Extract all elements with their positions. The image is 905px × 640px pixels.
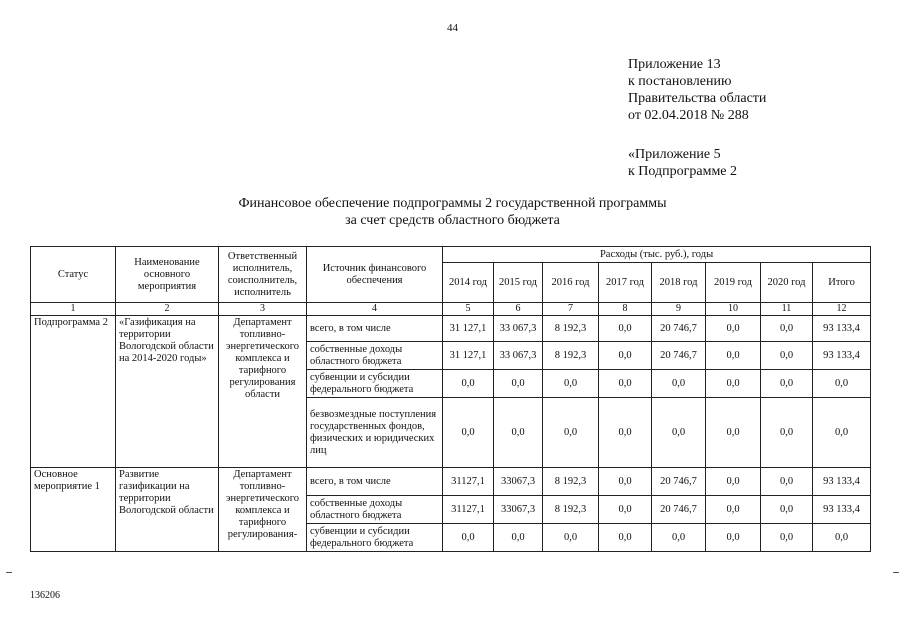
header-year: 2017 год: [599, 263, 652, 303]
value-cell: 0,0: [652, 524, 706, 552]
value-cell: 33 067,3: [494, 342, 543, 370]
value-cell: 8 192,3: [543, 342, 599, 370]
value-cell: 0,0: [761, 370, 813, 398]
value-cell: 0,0: [706, 370, 761, 398]
value-cell: 33067,3: [494, 496, 543, 524]
value-cell: 93 133,4: [813, 342, 871, 370]
value-cell: 8 192,3: [543, 316, 599, 342]
column-index: 9: [652, 303, 706, 316]
source-cell: субвенции и субсидии федерального бюджета: [307, 524, 443, 552]
column-index: 2: [116, 303, 219, 316]
name-cell: «Газификация на территории Вологодской области на 2014-2020 годы»: [116, 316, 219, 468]
value-cell: 0,0: [761, 342, 813, 370]
value-cell: 93 133,4: [813, 496, 871, 524]
appendix-line: к Подпрограмме 2: [628, 164, 738, 179]
value-cell: 0,0: [494, 524, 543, 552]
source-cell: безвозмездные поступления государственных фондов, физических и юридических лиц: [307, 398, 443, 468]
value-cell: 0,0: [599, 468, 652, 496]
status-cell: Основное мероприятие 1: [31, 468, 116, 552]
value-cell: 0,0: [443, 398, 494, 468]
value-cell: 93 133,4: [813, 468, 871, 496]
value-cell: 31127,1: [443, 468, 494, 496]
value-cell: 0,0: [543, 398, 599, 468]
value-cell: 20 746,7: [652, 468, 706, 496]
header-name: Наименование основного мероприятия: [116, 247, 219, 303]
value-cell: 20 746,7: [652, 316, 706, 342]
header-responsible: Ответственный исполнитель, соисполнитель, исполнитель: [219, 247, 307, 303]
appendix-line: Приложение 13: [628, 57, 721, 72]
margin-mark: [6, 572, 12, 573]
value-cell: 0,0: [761, 496, 813, 524]
header-year: 2018 год: [652, 263, 706, 303]
source-cell: собственные доходы областного бюджета: [307, 496, 443, 524]
responsible-cell: Департамент топливно-энергетического комплекса и тарифного регулирования области: [219, 316, 307, 468]
appendix-line: «Приложение 5: [628, 147, 721, 162]
value-cell: 0,0: [652, 370, 706, 398]
value-cell: 0,0: [494, 370, 543, 398]
value-cell: 0,0: [599, 370, 652, 398]
header-year: 2019 год: [706, 263, 761, 303]
appendix-line: от 02.04.2018 № 288: [628, 108, 749, 123]
title-line: за счет средств областного бюджета: [345, 213, 560, 228]
finance-table: [30, 246, 871, 552]
source-cell: всего, в том числе: [307, 316, 443, 342]
margin-mark: [893, 572, 899, 573]
name-cell: Развитие газификации на территории Вологодской области: [116, 468, 219, 552]
value-cell: 0,0: [706, 496, 761, 524]
appendix-subblock: [628, 146, 737, 180]
value-cell: 0,0: [761, 468, 813, 496]
value-cell: 0,0: [706, 398, 761, 468]
footer-code: 136206: [30, 590, 60, 601]
column-index: 12: [813, 303, 871, 316]
value-cell: 0,0: [443, 524, 494, 552]
column-index: 5: [443, 303, 494, 316]
value-cell: 31 127,1: [443, 342, 494, 370]
value-cell: 0,0: [652, 398, 706, 468]
value-cell: 0,0: [813, 370, 871, 398]
value-cell: 0,0: [599, 316, 652, 342]
value-cell: 0,0: [761, 316, 813, 342]
value-cell: 0,0: [599, 342, 652, 370]
value-cell: 20 746,7: [652, 342, 706, 370]
header-status: Статус: [31, 247, 116, 303]
value-cell: 0,0: [599, 524, 652, 552]
column-index: 10: [706, 303, 761, 316]
title-line: Финансовое обеспечение подпрограммы 2 государственной программы: [238, 196, 667, 211]
appendix-line: Правительства области: [628, 91, 767, 106]
value-cell: 0,0: [543, 524, 599, 552]
table-row: [31, 468, 871, 496]
value-cell: 0,0: [706, 524, 761, 552]
value-cell: 0,0: [443, 370, 494, 398]
appendix-line: к постановлению: [628, 74, 732, 89]
value-cell: 33 067,3: [494, 316, 543, 342]
value-cell: 0,0: [599, 398, 652, 468]
source-cell: субвенции и субсидии федерального бюджета: [307, 370, 443, 398]
column-index: 4: [307, 303, 443, 316]
value-cell: 0,0: [599, 496, 652, 524]
value-cell: 8 192,3: [543, 468, 599, 496]
header-year: 2016 год: [543, 263, 599, 303]
column-index: 6: [494, 303, 543, 316]
source-cell: собственные доходы областного бюджета: [307, 342, 443, 370]
header-year: 2020 год: [761, 263, 813, 303]
value-cell: 0,0: [494, 398, 543, 468]
header-year: 2014 год: [443, 263, 494, 303]
header-source: Источник финансового обеспечения: [307, 247, 443, 303]
source-cell: всего, в том числе: [307, 468, 443, 496]
value-cell: 0,0: [761, 524, 813, 552]
value-cell: 8 192,3: [543, 496, 599, 524]
column-index: 3: [219, 303, 307, 316]
header-total: Итого: [813, 263, 871, 303]
appendix-block: [628, 56, 766, 124]
status-cell: Подпрограмма 2: [31, 316, 116, 468]
value-cell: 0,0: [761, 398, 813, 468]
column-index: 7: [543, 303, 599, 316]
column-index: 11: [761, 303, 813, 316]
header-year: 2015 год: [494, 263, 543, 303]
value-cell: 0,0: [706, 342, 761, 370]
table-row: [31, 316, 871, 342]
value-cell: 0,0: [543, 370, 599, 398]
page-number: 44: [447, 22, 458, 34]
document-title: [0, 195, 905, 229]
value-cell: 20 746,7: [652, 496, 706, 524]
value-cell: 33067,3: [494, 468, 543, 496]
value-cell: 0,0: [706, 316, 761, 342]
value-cell: 31 127,1: [443, 316, 494, 342]
column-index: 1: [31, 303, 116, 316]
header-expenses: Расходы (тыс. руб.), годы: [443, 247, 871, 263]
responsible-cell: Департамент топливно-энергетического комплекса и тарифного регулирования-: [219, 468, 307, 552]
value-cell: 93 133,4: [813, 316, 871, 342]
value-cell: 0,0: [813, 398, 871, 468]
value-cell: 0,0: [813, 524, 871, 552]
column-index: 8: [599, 303, 652, 316]
value-cell: 31127,1: [443, 496, 494, 524]
value-cell: 0,0: [706, 468, 761, 496]
